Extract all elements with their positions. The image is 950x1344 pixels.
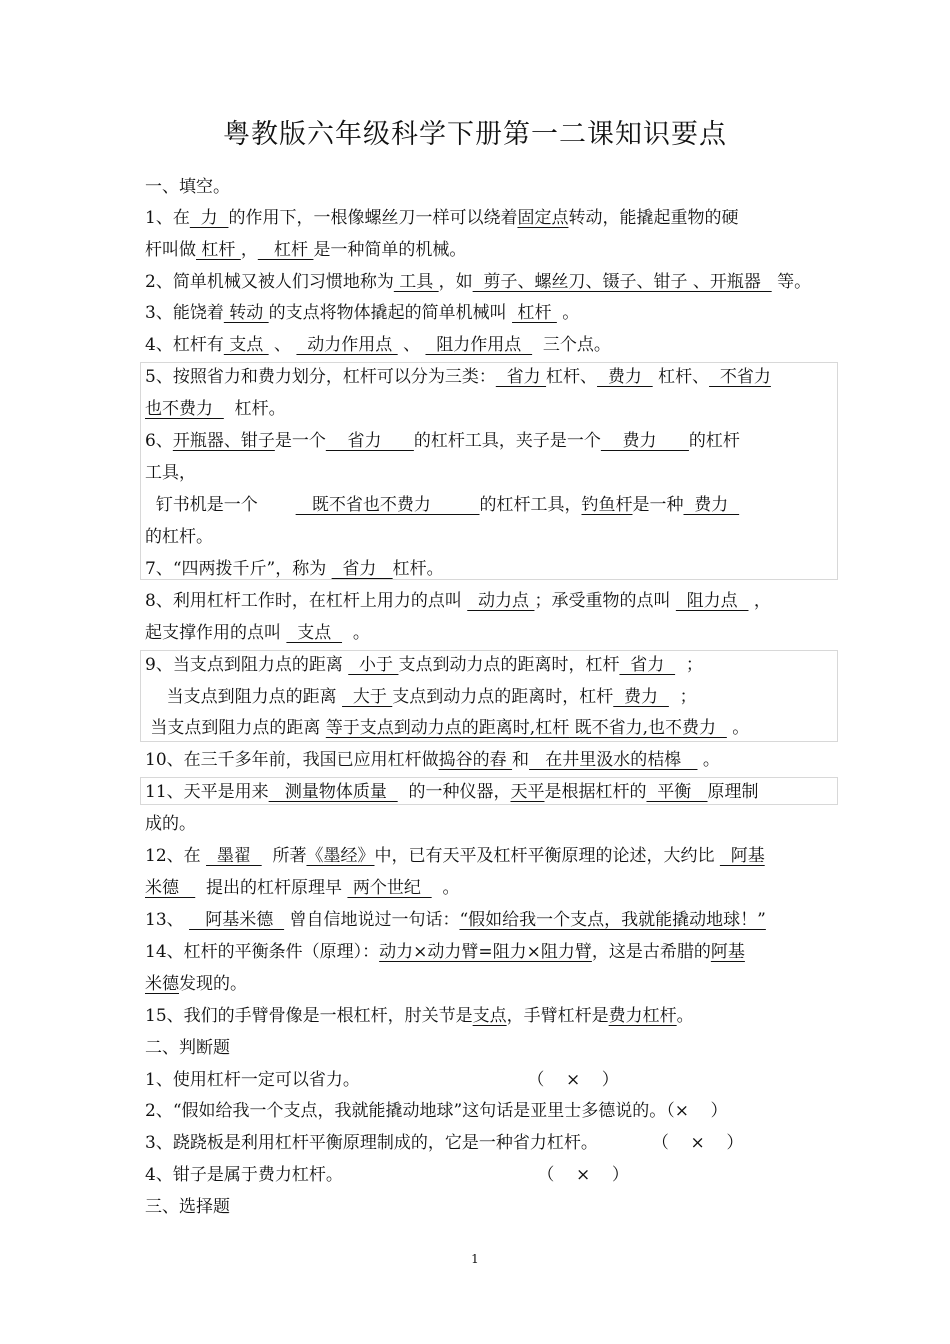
- answer-blank: 捣谷的舂: [438, 750, 513, 770]
- answer-blank: 开瓶器、钳子: [172, 431, 275, 451]
- line-text: ；: [675, 655, 703, 675]
- text-line: [145, 333, 611, 357]
- line-text: 3、跷跷板是利用杠杆平衡原理制成的，它是一种省力杠杆。 （ × ）: [145, 1133, 744, 1153]
- answer-blank: 杠杆: [257, 240, 314, 260]
- line-text: 5、按照省力和费力划分，杠杆可以分为三类：: [145, 367, 496, 387]
- line-text: 曾自信地说过一句话：: [284, 910, 460, 930]
- line-text: 三个点。: [532, 335, 611, 355]
- line-text: 杆叫做: [145, 240, 196, 260]
- text-line: [145, 525, 213, 549]
- answer-blank: 米德: [145, 974, 179, 994]
- answer-blank: 杠杆: [512, 303, 557, 323]
- answer-blank: 阿基: [719, 846, 765, 866]
- line-text: 1、在: [145, 208, 190, 228]
- line-text: 2、简单机械又被人们习惯地称为: [145, 272, 394, 292]
- text-line: [145, 621, 370, 645]
- answer-blank: 费力: [613, 687, 669, 707]
- line-text: 6、: [145, 431, 173, 451]
- answer-blank: 剪子、螺丝刀、镊子、钳子 、开瓶器: [472, 272, 772, 292]
- line-text: 。: [556, 303, 580, 323]
- line-text: 支点到动力点的距离时，杠杆: [392, 687, 614, 707]
- text-line: [145, 844, 765, 868]
- line-text: 成的。: [145, 814, 196, 834]
- page-title: 粤教版六年级科学下册第一二课知识要点: [223, 119, 727, 150]
- text-line: [145, 653, 703, 677]
- text-line: [145, 397, 286, 421]
- text-line: [145, 748, 720, 772]
- text-line: [145, 908, 766, 932]
- line-text: 是根据杠杆的: [544, 782, 647, 802]
- answer-blank: 支点: [223, 335, 269, 355]
- line-text: ；承受重物的点叫: [534, 591, 676, 611]
- line-text: 8、利用杠杆工作时，在杠杆上用力的点叫: [145, 591, 468, 611]
- line-text: 杠杆。: [223, 399, 286, 419]
- text-line: [145, 238, 466, 262]
- answer-blank: 既不省力,也不费力: [569, 718, 727, 738]
- text-line: [145, 876, 459, 900]
- text-line: [145, 589, 771, 613]
- text-line: [145, 780, 759, 804]
- line-text: 的一种仪器，: [397, 782, 511, 802]
- answer-blank: 省力: [325, 431, 414, 451]
- line-text: 12、在: [145, 846, 207, 866]
- page-number: 1: [471, 1252, 479, 1266]
- text-line: [145, 175, 230, 199]
- line-text: 。: [431, 878, 460, 898]
- answer-blank: “假如给我一个支点，我就能撬动地球！”: [459, 910, 766, 930]
- line-text: 的杠杆。: [145, 527, 213, 547]
- text-line: [145, 1036, 230, 1060]
- line-text: 的作用下，一根像螺丝刀一样可以绕着: [228, 208, 518, 228]
- line-text: ，: [240, 240, 258, 260]
- line-text: 所著: [261, 846, 307, 866]
- answer-blank: 杠杆: [196, 240, 241, 260]
- line-text: ，: [748, 591, 771, 611]
- answer-blank: 费力: [683, 495, 740, 515]
- line-text: 起支撑作用的点叫: [145, 623, 287, 643]
- text-line: [145, 685, 697, 709]
- line-text: 转动，能撬起重物的硬: [568, 208, 739, 228]
- line-text: 、: [397, 335, 426, 355]
- answer-blank: 费力杠杆: [608, 1006, 677, 1026]
- text-line: [145, 493, 739, 517]
- answer-blank: 动力作用点: [296, 335, 398, 355]
- line-text: 的杠杆工具，: [479, 495, 582, 515]
- text-line: [145, 301, 579, 325]
- text-line: [145, 940, 745, 964]
- line-text: 和: [512, 750, 530, 770]
- text-line: [145, 461, 196, 485]
- line-text: 13、: [145, 910, 190, 930]
- line-text: 钉书机是一个: [145, 495, 296, 515]
- text-line: [145, 429, 740, 453]
- answer-blank: 在井里汲水的桔槔: [529, 750, 698, 770]
- answer-blank: 两个世纪: [347, 878, 432, 898]
- section-box-5-7: [140, 362, 838, 580]
- answer-blank: 省力: [331, 559, 393, 579]
- line-text: 11、天平是用来: [145, 782, 269, 802]
- answer-blank: 动力×动力臂=阻力×阻力臂: [379, 942, 592, 962]
- line-text: 杠杆、: [546, 367, 598, 387]
- answer-blank: 费力: [600, 431, 689, 451]
- line-text: 杠杆。: [392, 559, 444, 579]
- text-line: [145, 972, 247, 996]
- line-text: 的支点将物体撬起的简单机械叫: [268, 303, 513, 323]
- answer-blank: 阻力作用点: [425, 335, 533, 355]
- line-text: 当支点到阻力点的距离: [145, 718, 326, 738]
- text-line: [145, 1131, 743, 1155]
- line-text: 发现的。: [179, 974, 247, 994]
- answer-blank: 动力点: [467, 591, 535, 611]
- answer-blank: 阿基: [710, 942, 745, 962]
- answer-blank: 费力: [597, 367, 653, 387]
- line-text: 三、选择题: [145, 1197, 230, 1217]
- answer-blank: 阿基米德: [189, 910, 285, 930]
- text-line: [145, 1004, 694, 1028]
- answer-blank: 省力: [495, 367, 547, 387]
- answer-blank: 工具: [393, 272, 439, 292]
- line-text: 当支点到阻力点的距离: [145, 687, 343, 707]
- line-text: ，如: [438, 272, 473, 292]
- line-text: 的杠杆工具，夹子是一个: [413, 431, 601, 451]
- answer-blank: 钓鱼杆: [581, 495, 633, 515]
- answer-blank: 转动: [223, 303, 269, 323]
- answer-blank: 墨翟: [206, 846, 262, 866]
- line-text: 原理制: [707, 782, 759, 802]
- line-text: 。: [342, 623, 370, 643]
- answer-blank: 固定点: [517, 208, 569, 228]
- line-text: 15、我们的手臂骨像是一根杠杆，肘关节是: [145, 1006, 473, 1026]
- line-text: 7、“四两拨千斤”，称为: [145, 559, 332, 579]
- answer-blank: 力: [189, 208, 229, 228]
- line-text: 中，已有天平及杠杆平衡原理的论述，大约比: [374, 846, 720, 866]
- text-line: [145, 812, 196, 836]
- line-text: 工具，: [145, 463, 196, 483]
- text-line: [145, 1068, 619, 1092]
- line-text: 。: [676, 1006, 694, 1026]
- line-text: 提出的杠杆原理早: [195, 878, 348, 898]
- line-text: 是一种简单的机械。: [313, 240, 467, 260]
- answer-blank: 支点: [286, 623, 343, 643]
- text-line: [145, 270, 811, 294]
- line-text: 。: [726, 718, 750, 738]
- answer-blank: 既不省也不费力: [295, 495, 480, 515]
- text-line: [145, 365, 771, 389]
- line-text: 10、在三千多年前，我国已应用杠杆做: [145, 750, 439, 770]
- answer-blank: 等于支点到动力点的距离时,杠杆: [325, 718, 570, 738]
- answer-blank: 测量物体质量: [268, 782, 398, 802]
- answer-blank: 平衡: [646, 782, 708, 802]
- text-line: [145, 557, 444, 581]
- line-text: 3、能饶着: [145, 303, 224, 323]
- text-line: [145, 1195, 230, 1219]
- line-text: ；: [668, 687, 697, 707]
- line-text: 4、钳子是属于费力杠杆。 （ × ）: [145, 1165, 629, 1185]
- line-text: 二、判断题: [145, 1038, 230, 1058]
- line-text: 支点到动力点的距离时，杠杆: [398, 655, 620, 675]
- line-text: 9、当支点到阻力点的距离: [145, 655, 349, 675]
- line-text: 4、杠杆有: [145, 335, 224, 355]
- answer-blank: 阻力点: [675, 591, 749, 611]
- text-line: [145, 1099, 728, 1123]
- line-text: 。: [697, 750, 720, 770]
- line-text: ，这是古希腊的: [591, 942, 711, 962]
- line-text: 1、使用杠杆一定可以省力。 （ × ）: [145, 1070, 619, 1090]
- text-line: [145, 716, 749, 740]
- answer-blank: 大于: [342, 687, 393, 707]
- line-text: ，手臂杠杆是: [506, 1006, 609, 1026]
- answer-blank: 省力: [619, 655, 676, 675]
- line-text: 14、杠杆的平衡条件（原理）：: [145, 942, 380, 962]
- answer-blank: 《墨经》: [306, 846, 375, 866]
- answer-blank: 小于: [348, 655, 399, 675]
- line-text: 等。: [771, 272, 812, 292]
- line-text: 是一个: [274, 431, 326, 451]
- answer-blank: 天平: [510, 782, 545, 802]
- answer-blank: 也不费力: [145, 399, 224, 419]
- text-line: [145, 206, 738, 230]
- line-text: 、: [268, 335, 297, 355]
- line-text: 是一种: [632, 495, 684, 515]
- answer-blank: 米德: [145, 878, 196, 898]
- answer-blank: 不省力: [709, 367, 771, 387]
- line-text: 的杠杆: [688, 431, 740, 451]
- line-text: 2、“假如给我一个支点，我就能撬动地球”这句话是亚里士多德说的。（× ）: [145, 1101, 728, 1121]
- text-line: [145, 1163, 629, 1187]
- answer-blank: 支点: [472, 1006, 507, 1026]
- line-text: 杠杆、: [652, 367, 710, 387]
- line-text: 一、填空。: [145, 177, 230, 197]
